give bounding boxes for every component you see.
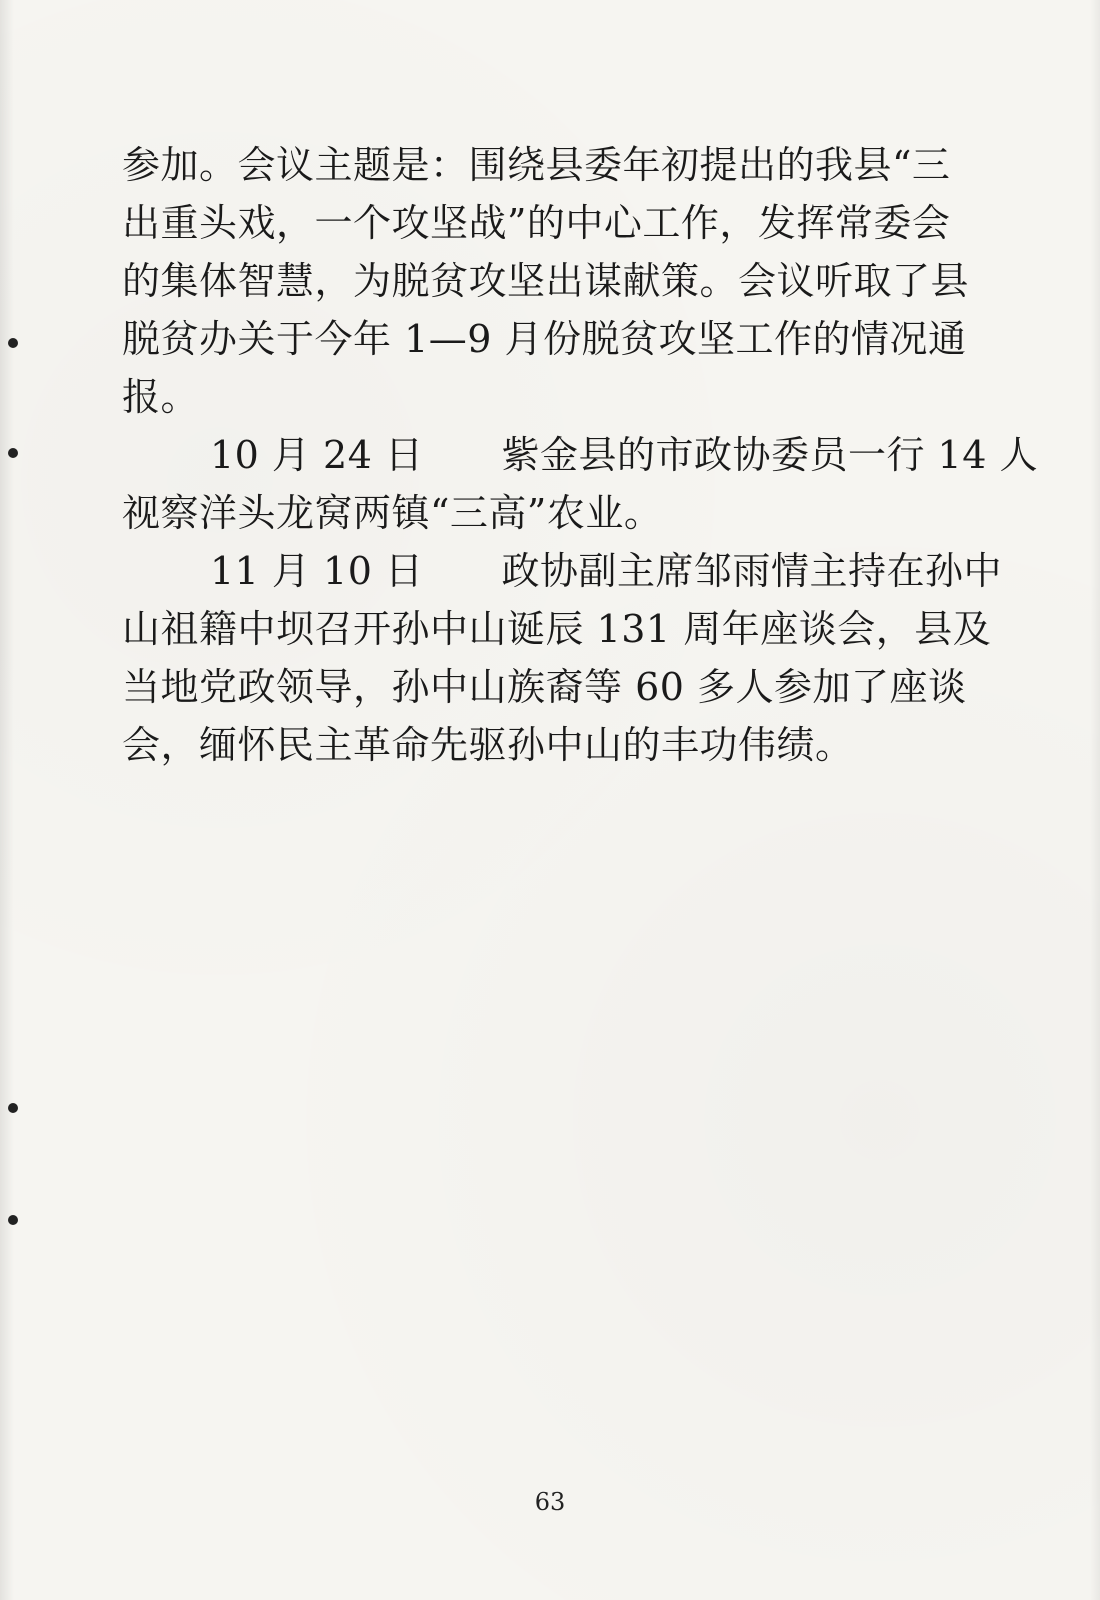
- text-line: 参加。会议主题是：围绕县委年初提出的我县“三: [122, 143, 951, 187]
- binding-hole-mark: [8, 1215, 18, 1225]
- entry-first-line: [122, 426, 1038, 484]
- text-line: 视察洋头龙窝两镇“三高”农业。: [122, 491, 663, 535]
- entry-first-line: [122, 542, 1002, 600]
- entry-text: 政协副主席邹雨情主持在孙中: [501, 549, 1002, 593]
- page-number: 63: [534, 1488, 566, 1516]
- binding-hole-mark: [8, 1103, 18, 1113]
- entry-date: 11 月 10 日: [210, 549, 424, 593]
- chronicle-entry: [122, 426, 1038, 542]
- text-line: 会，缅怀民主革命先驱孙中山的丰功伟绩。: [122, 723, 854, 767]
- scan-left-edge: [0, 0, 14, 1600]
- entry-date: 10 月 24 日: [210, 433, 424, 477]
- entry-text: 紫金县的市政协委员一行 14 人: [501, 433, 1038, 477]
- text-line: 当地党政领导，孙中山族裔等 60 多人参加了座谈: [122, 665, 967, 709]
- text-line: 的集体智慧，为脱贫攻坚出谋献策。会议听取了县: [122, 259, 970, 303]
- scan-right-edge: [1090, 0, 1100, 1600]
- document-body: [122, 136, 1038, 774]
- binding-hole-mark: [8, 448, 18, 458]
- text-line: 山祖籍中坝召开孙中山诞辰 131 周年座谈会，县及: [122, 607, 992, 651]
- text-line: 脱贫办关于今年 1—9 月份脱贫攻坚工作的情况通: [122, 317, 967, 361]
- binding-hole-mark: [8, 338, 18, 348]
- text-line: 报。: [122, 375, 200, 419]
- text-line: 出重头戏，一个攻坚战”的中心工作，发挥常委会: [122, 201, 951, 245]
- chronicle-entry: [122, 542, 1002, 774]
- paragraph-continuation: [122, 136, 970, 426]
